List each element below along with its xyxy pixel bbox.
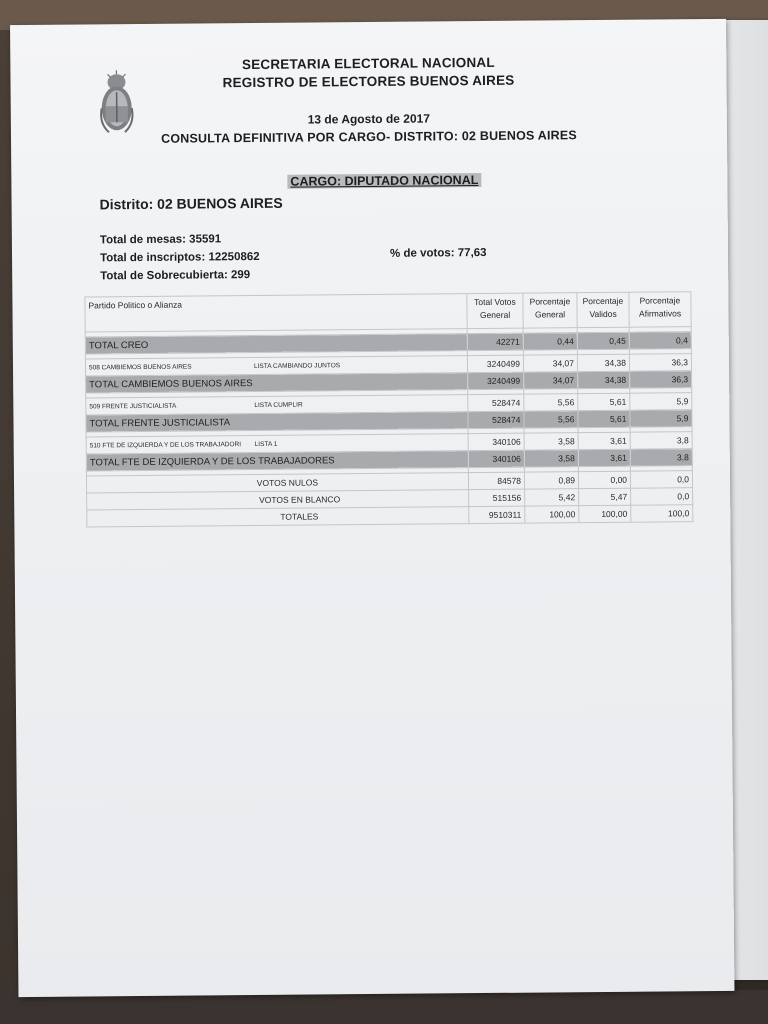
- votes-total: 340106: [468, 433, 524, 450]
- col-header-pct-afirmativos: Porcentaje Afirmativos: [629, 292, 691, 328]
- party-name: TOTAL FTE DE IZQUIERDA Y DE LOS TRABAJADORES: [86, 451, 468, 471]
- pct-general: 3,58: [524, 433, 578, 450]
- pct-votos: % de votos: 77,63: [389, 246, 487, 260]
- pct-validos: 0,45: [577, 332, 629, 349]
- pct-validos: 5,47: [579, 488, 631, 505]
- party-label: 509 FRENTE JUSTICIALISTA: [89, 402, 177, 410]
- party-label: 510 FTE DE IZQUIERDA Y DE LOS TRABAJADORI: [89, 440, 242, 449]
- cargo-label: CARGO: DIPUTADO NACIONAL: [287, 173, 481, 189]
- distrito-label: Distrito: 02 BUENOS AIRES: [99, 194, 283, 213]
- votes-total: 528474: [468, 411, 524, 428]
- pct-validos: 3,61: [578, 432, 630, 449]
- pct-afirmativos: 5,9: [630, 410, 692, 428]
- total-inscriptos: Total de inscriptos: 12250862: [99, 250, 260, 265]
- pct-afirmativos: 3,8: [630, 449, 692, 467]
- pct-general: 5,56: [524, 394, 578, 411]
- votes-total: 340106: [468, 450, 524, 467]
- votes-total: 42271: [467, 333, 523, 350]
- total-mesas: Total de mesas: 35591: [99, 233, 222, 247]
- pct-validos: 5,61: [578, 410, 630, 427]
- votes-total: 3240499: [467, 355, 523, 372]
- row-label: VOTOS NULOS: [86, 473, 468, 493]
- total-sobrecubierta: Total de Sobrecubierta: 299: [100, 269, 251, 283]
- lista-label: LISTA 1: [254, 440, 278, 448]
- pct-afirmativos: 100,0: [631, 505, 693, 523]
- header-title: SECRETARIA ELECTORAL NACIONAL: [241, 54, 495, 73]
- pct-general: 0,44: [523, 333, 577, 350]
- header-subtitle: REGISTRO DE ELECTORES BUENOS AIRES: [222, 72, 515, 91]
- col-header-total: Total Votos General: [467, 293, 523, 328]
- pct-afirmativos: 5,9: [630, 393, 692, 411]
- party-name: TOTAL FRENTE JUSTICIALISTA: [86, 412, 468, 432]
- pct-afirmativos: 36,3: [630, 371, 692, 389]
- pct-general: 3,58: [524, 450, 578, 467]
- votes-total: 3240499: [468, 372, 524, 389]
- pct-validos: 0,00: [578, 471, 630, 488]
- pct-general: 34,07: [524, 372, 578, 389]
- col-header-party: Partido Politico o Alianza: [85, 294, 467, 332]
- col-header-pct-general: Porcentaje General: [523, 293, 577, 328]
- lista-label: LISTA CUMPLIR: [254, 401, 303, 409]
- pct-validos: 100,00: [579, 505, 631, 522]
- results-table: [84, 291, 693, 527]
- pct-afirmativos: 0,0: [631, 488, 693, 506]
- report-query: CONSULTA DEFINITIVA POR CARGO- DISTRITO: 02 BUENOS AIRES: [161, 128, 577, 146]
- pct-validos: 34,38: [577, 354, 629, 371]
- pct-afirmativos: 3,8: [630, 432, 692, 450]
- table-header-row: [85, 292, 691, 332]
- row-label: VOTOS EN BLANCO: [87, 490, 469, 510]
- votes-total: 9510311: [469, 506, 525, 523]
- party-name: TOTAL CAMBIEMOS BUENOS AIRES: [86, 373, 468, 393]
- pct-general: 34,07: [523, 355, 577, 372]
- row-label: TOTALES: [87, 507, 469, 527]
- pct-afirmativos: 0,0: [630, 471, 692, 489]
- party-label: 508 CAMBIEMOS BUENOS AIRES: [88, 363, 192, 371]
- party-name: TOTAL CREO: [85, 334, 467, 354]
- votes-total: 515156: [469, 489, 525, 506]
- pct-validos: 34,38: [578, 371, 630, 388]
- pct-validos: 3,61: [578, 449, 630, 466]
- pct-afirmativos: 36,3: [629, 354, 691, 372]
- pct-general: 0,89: [524, 472, 578, 489]
- report-date: 13 de Agosto de 2017: [307, 111, 431, 127]
- pct-general: 5,42: [525, 489, 579, 506]
- votes-total: 528474: [468, 394, 524, 411]
- pct-afirmativos: 0,4: [629, 332, 691, 350]
- col-header-pct-validos: Porcentaje Validos: [577, 292, 629, 327]
- pct-validos: 5,61: [578, 393, 630, 410]
- votes-total: 84578: [468, 472, 524, 489]
- pct-general: 100,00: [525, 506, 579, 523]
- lista-label: LISTA CAMBIANDO JUNTOS: [253, 361, 341, 370]
- document-page: [10, 19, 734, 997]
- pct-general: 5,56: [524, 411, 578, 428]
